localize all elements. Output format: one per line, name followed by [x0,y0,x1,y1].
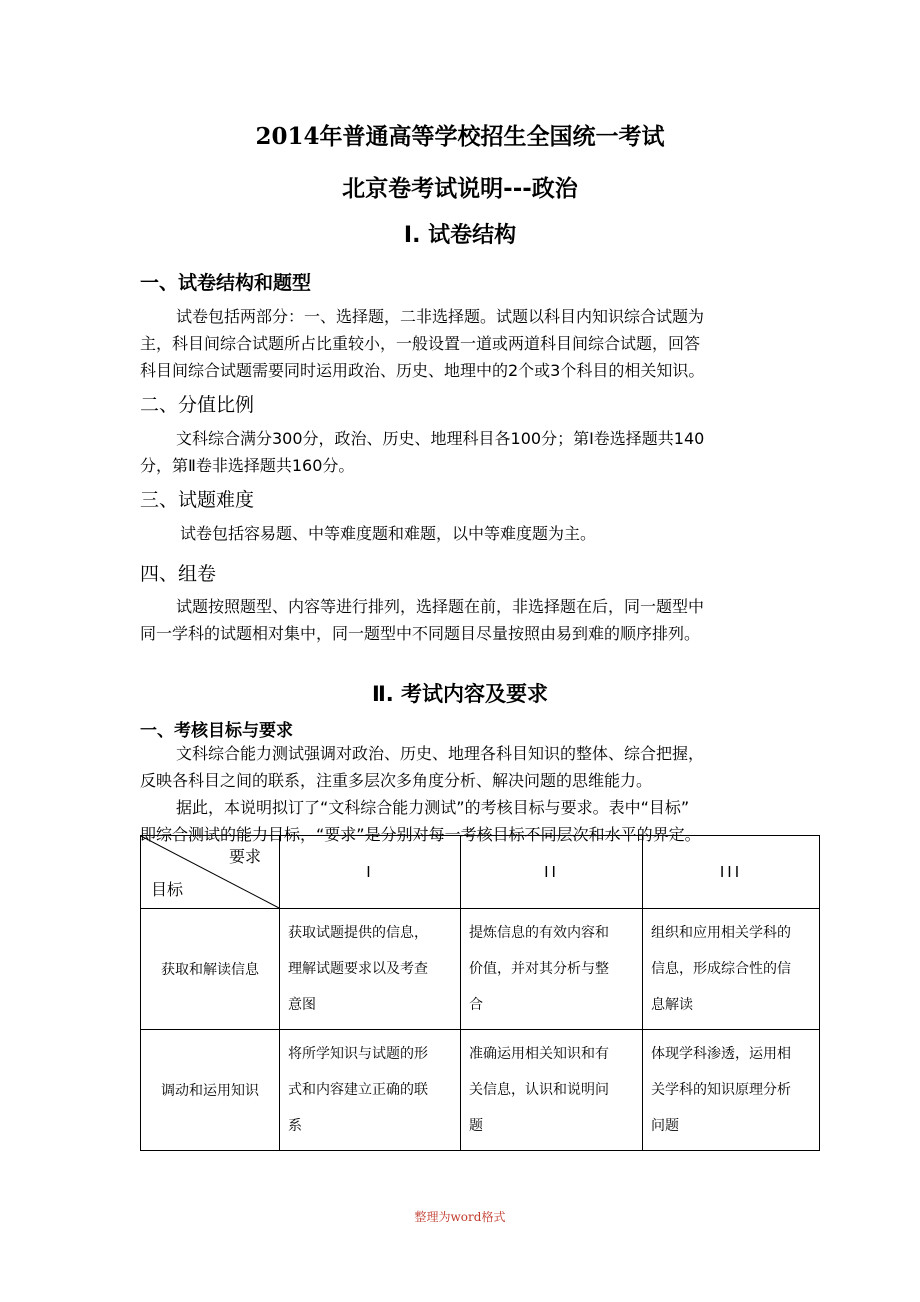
objectives-table [140,835,820,1151]
section-heading: 四、组卷 [140,563,217,585]
table-cell: 准确运用相关知识和有 关信息，认识和说明问 题 [461,1030,643,1151]
section-paragraph: 文科综合满分300分，政治、历史、地理科目各100分；第Ⅰ卷选择题共140 分，第Ⅱ卷非选择题共160分。 [140,429,705,475]
part1-heading: Ⅰ. 试卷结构 [403,223,517,248]
section-paragraph: 试卷包括两部分：一、选择题，二非选择题。试题以科目内知识综合试题为 主，科目间综合试题所占比重较小，一般设置一道或两道科目间综合试题，回答 科目间综合试题需要同时运用政治、历史、地理中的2个或3个科目的相关知识。 [140,307,705,380]
table-row [141,1030,820,1151]
part2-heading: Ⅱ. 考试内容及要求 [371,682,549,706]
table-cell: 组织和应用相关学科的 信息，形成综合性的信 息解读 [643,909,820,1030]
page-footer: 整理为word格式 [414,1210,506,1224]
document-title: 2014年普通高等学校招生全国统一考试 [255,123,665,150]
table-row [141,909,820,1030]
section-paragraph: 试卷包括容易题、中等难度题和难题，以中等难度题为主。 [180,524,597,543]
table-cell: 提炼信息的有效内容和 价值，并对其分析与整 合 [461,909,643,1030]
section-heading: 三、试题难度 [140,489,255,511]
section-heading: 一、试卷结构和题型 [140,272,312,294]
table-cell: 获取试题提供的信息， 理解试题要求以及考查 意图 [280,909,461,1030]
row-label: 获取和解读信息 [141,909,280,1030]
table-cell: 将所学知识与试题的形 式和内容建立正确的联 系 [280,1030,461,1151]
table-cell: 体现学科渗透，运用相 关学科的知识原理分析 问题 [643,1030,820,1151]
table-header-row [141,836,820,909]
section-heading: 一、考核目标与要求 [140,721,293,741]
row-label: 调动和运用知识 [141,1030,280,1151]
corner-target-label: 目标 [151,880,184,899]
table-corner-cell [141,836,280,909]
level-header: I [280,836,461,909]
section-paragraph: 文科综合能力测试强调对政治、历史、地理各科目知识的整体、综合把握， 反映各科目之间的联系，注重多层次多角度分析、解决问题的思维能力。 据此，本说明拟订了“文科综合能力测试”的考核目标与要求。表中“目标” 即综合测试的能力目标，“要求”是分别对每一考核目标不同层次和水平的界定。 [140,744,705,844]
level-header: II [461,836,643,909]
corner-requirement-label: 要求 [228,847,261,866]
document-subtitle: 北京卷考试说明---政治 [342,176,578,202]
section-paragraph: 试题按照题型、内容等进行排列，选择题在前，非选择题在后，同一题型中 同一学科的试题相对集中，同一题型中不同题目尽量按照由易到难的顺序排列。 [140,597,705,643]
level-header: III [643,836,820,909]
section-heading: 二、分值比例 [140,394,255,416]
